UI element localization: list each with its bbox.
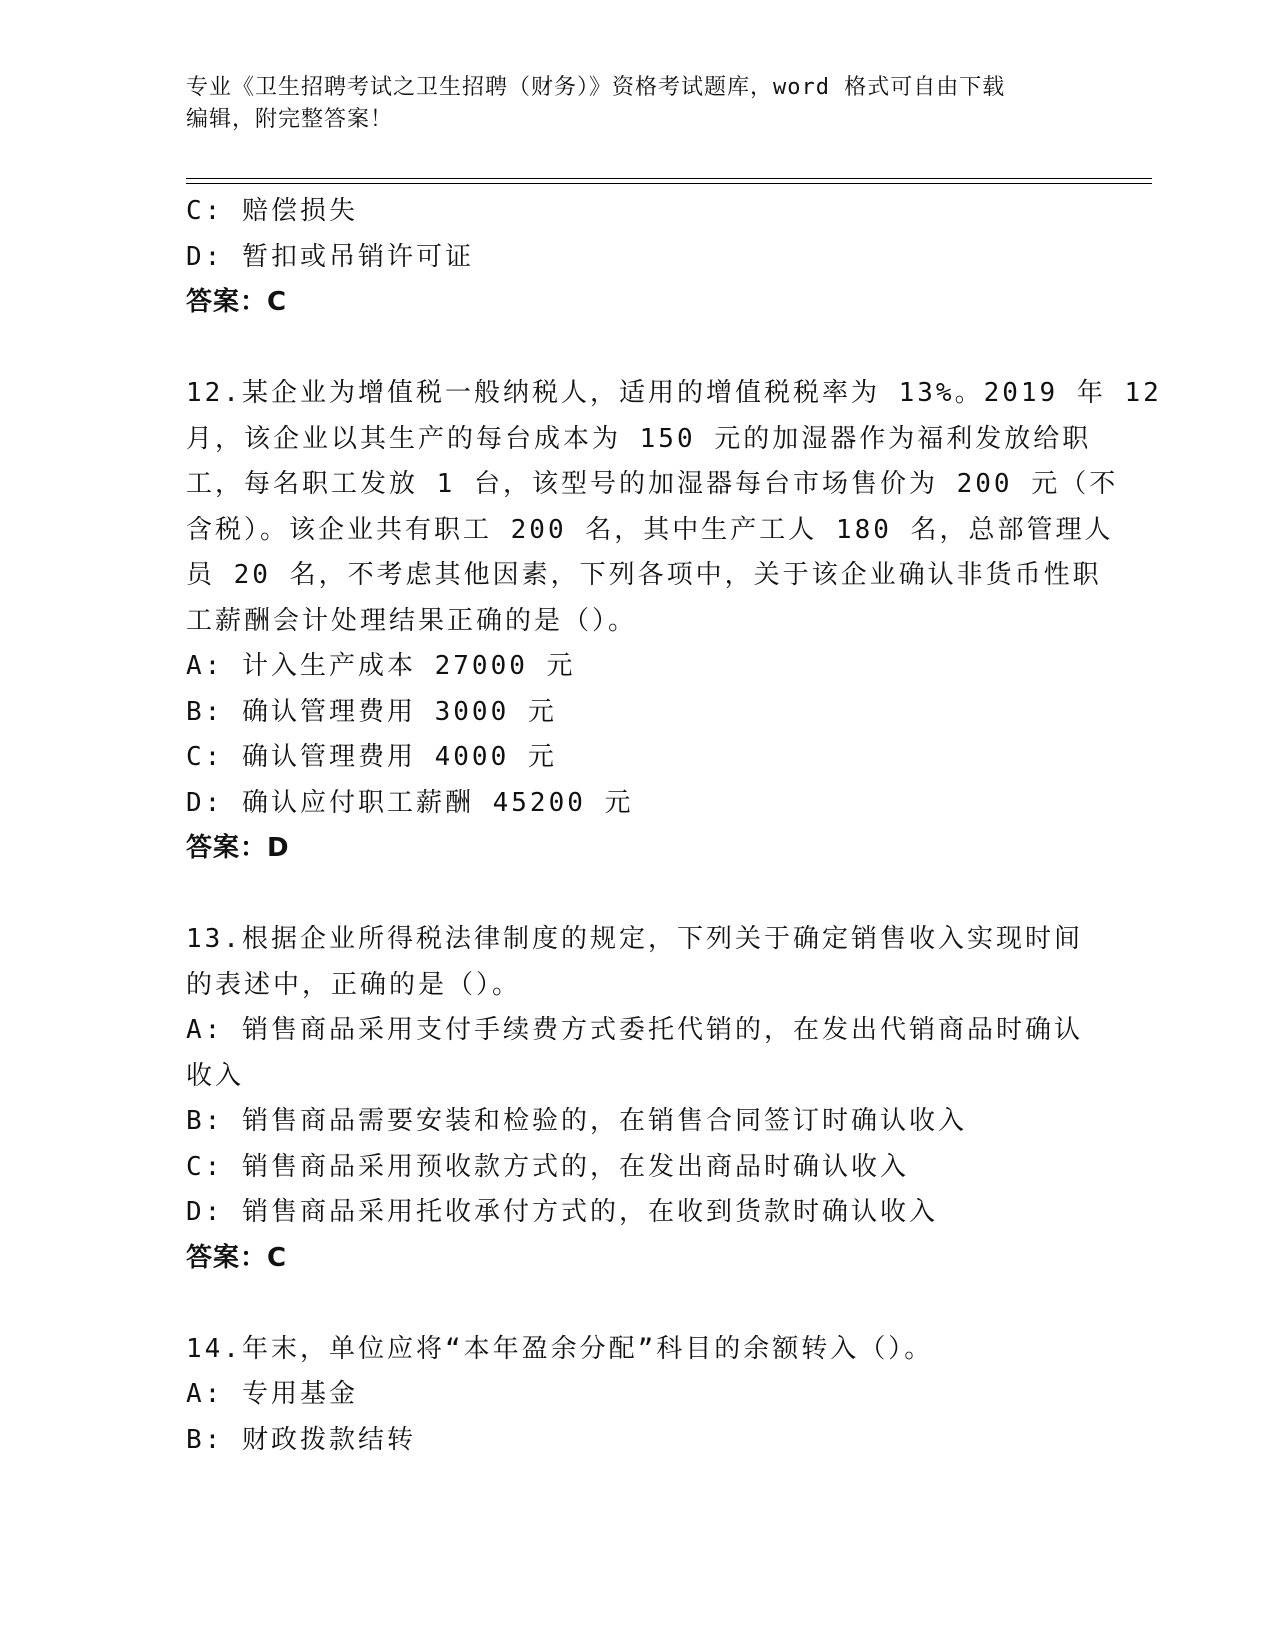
question-stem-line: 12.某企业为增值税一般纳税人，适用的增值税税率为 13%。2019 年 12 [186, 378, 1162, 408]
header-line-1: 专业《卫生招聘考试之卫生招聘（财务）》资格考试题库，word 格式可自由下载 [186, 75, 1006, 100]
answer: 答案：D [186, 833, 290, 863]
question-stem-line: 员 20 名，不考虑其他因素，下列各项中，关于该企业确认非货币性职 [186, 560, 1102, 590]
question-stem-line: 含税）。该企业共有职工 200 名，其中生产工人 180 名，总部管理人 [186, 514, 1114, 545]
answer: 答案：C [186, 287, 288, 317]
page-header [186, 72, 1086, 136]
header-line-2: 编辑，附完整答案！ [186, 107, 394, 132]
option-b: B: 销售商品需要安装和检验的，在销售合同签订时确认收入 [186, 1106, 967, 1136]
answer: 答案：C [186, 1242, 288, 1273]
option-b: B: 确认管理费用 3000 元 [186, 696, 557, 727]
question-stem-line: 工，每名职工发放 1 台，该型号的加湿器每台市场售价为 200 元（不 [186, 469, 1119, 499]
option-a: A: 专用基金 [186, 1379, 358, 1409]
option-c: C: 销售商品采用预收款方式的，在发出商品时确认收入 [186, 1151, 909, 1182]
question-14 [186, 1327, 1086, 1464]
option-d: D: 暂扣或吊销许可证 [186, 241, 474, 272]
option-a: A: 销售商品采用支付手续费方式委托代销的，在发出代销商品时确认 [186, 1015, 1083, 1045]
question-stem-line: 13.根据企业所得税法律制度的规定，下列关于确定销售收入实现时间 [186, 924, 1083, 954]
option-a: A: 计入生产成本 27000 元 [186, 651, 576, 681]
question-13 [186, 917, 1086, 1281]
spacer [186, 872, 1086, 918]
option-d: D: 销售商品采用托收承付方式的，在收到货款时确认收入 [186, 1197, 938, 1227]
option-a-continued: 收入 [186, 1060, 245, 1091]
question-stem-line: 的表述中，正确的是（）。 [186, 969, 522, 1000]
option-c: C: 赔偿损失 [186, 196, 358, 226]
question-stem-line: 工薪酬会计处理结果正确的是（）。 [186, 605, 638, 636]
question-stem-line: 14.年末，单位应将“本年盈余分配”科目的余额转入（）。 [186, 1333, 934, 1364]
question-content [186, 189, 1162, 1463]
option-c: C: 确认管理费用 4000 元 [186, 742, 557, 772]
header-divider [186, 178, 1152, 184]
option-d: D: 确认应付职工薪酬 45200 元 [186, 787, 634, 818]
question-stem-line: 月，该企业以其生产的每台成本为 150 元的加湿器作为福利发放给职 [186, 423, 1092, 454]
spacer [186, 326, 1086, 372]
question-11 [186, 189, 1086, 326]
option-b: B: 财政拨款结转 [186, 1424, 416, 1455]
question-12 [186, 371, 1162, 872]
spacer [186, 1281, 1086, 1327]
